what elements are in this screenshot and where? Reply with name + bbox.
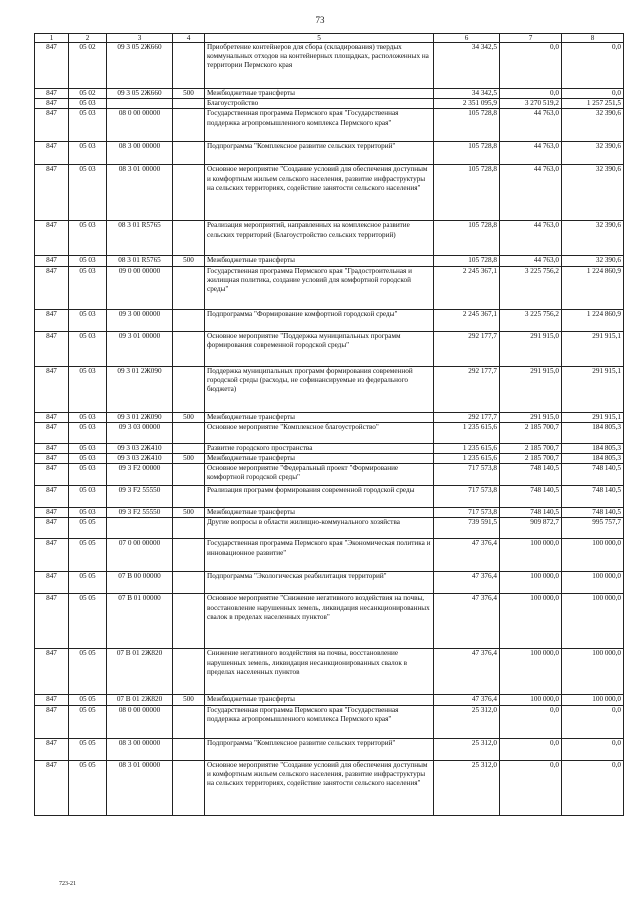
description-cell: Подпрограмма "Комплексное развитие сельских территорий" [205,142,434,165]
description-cell: Государственная программа Пермского края "Государственная поддержка агропромышленного комплекса Пермского края" [205,109,434,142]
section-cell: 05 03 [69,464,107,486]
target-article-cell: 09 3 01 00000 [107,331,173,366]
section-cell: 05 03 [69,256,107,266]
expense-type-cell [173,309,205,331]
section-cell: 05 03 [69,443,107,453]
target-article-cell: 08 3 01 R5765 [107,221,173,256]
description-cell: Межбюджетные трансферты [205,454,434,464]
table-row [35,486,624,508]
section-cell: 05 05 [69,760,107,815]
amount-2021-cell: 292 177,7 [434,366,500,412]
expense-type-cell [173,366,205,412]
amount-2021-cell: 105 728,8 [434,142,500,165]
admin-code-cell: 847 [35,412,69,422]
amount-2022-cell: 3 225 756,2 [500,309,562,331]
amount-2023-cell: 32 390,6 [562,109,624,142]
target-article-cell: 07 В 01 2Ж820 [107,695,173,705]
admin-code-cell: 847 [35,221,69,256]
expense-type-cell: 500 [173,412,205,422]
admin-code-cell: 847 [35,99,69,109]
table-row [35,760,624,815]
target-article-cell: 07 В 01 2Ж820 [107,649,173,695]
amount-2022-cell: 2 185 700,7 [500,443,562,453]
amount-2022-cell: 2 185 700,7 [500,422,562,443]
description-cell: Государственная программа Пермского края "Государственная поддержка агропромышленного комплекса Пермского края" [205,705,434,738]
table-row [35,412,624,422]
amount-2023-cell: 1 224 860,9 [562,309,624,331]
table-row [35,705,624,738]
column-header: 8 [562,34,624,43]
amount-2023-cell: 995 757,7 [562,518,624,539]
section-cell: 05 03 [69,412,107,422]
column-header: 6 [434,34,500,43]
expense-type-cell [173,705,205,738]
amount-2022-cell: 100 000,0 [500,539,562,572]
admin-code-cell: 847 [35,256,69,266]
admin-code-cell: 847 [35,594,69,649]
section-cell: 05 05 [69,539,107,572]
amount-2022-cell: 100 000,0 [500,695,562,705]
description-cell: Благоустройство [205,99,434,109]
amount-2023-cell: 748 140,5 [562,464,624,486]
table-row [35,422,624,443]
amount-2021-cell: 105 728,8 [434,165,500,221]
target-article-cell: 09 3 F2 55550 [107,508,173,518]
amount-2023-cell: 100 000,0 [562,649,624,695]
target-article-cell: 09 3 03 2Ж410 [107,454,173,464]
admin-code-cell: 847 [35,43,69,89]
table-row [35,649,624,695]
amount-2023-cell: 100 000,0 [562,695,624,705]
amount-2023-cell: 100 000,0 [562,594,624,649]
page-number: 73 [315,15,325,25]
expense-type-cell [173,443,205,453]
admin-code-cell: 847 [35,705,69,738]
expense-type-cell [173,486,205,508]
amount-2021-cell: 2 245 367,1 [434,266,500,309]
amount-2022-cell: 44 763,0 [500,142,562,165]
section-cell: 05 05 [69,594,107,649]
table-row [35,366,624,412]
amount-2021-cell: 47 376,4 [434,572,500,594]
expense-type-cell [173,539,205,572]
amount-2022-cell: 0,0 [500,738,562,760]
section-cell: 05 03 [69,109,107,142]
table-row [35,165,624,221]
section-cell: 05 03 [69,266,107,309]
expense-type-cell [173,331,205,366]
table-row [35,331,624,366]
amount-2023-cell: 1 224 860,9 [562,266,624,309]
section-cell: 05 05 [69,738,107,760]
amount-2023-cell: 0,0 [562,43,624,89]
description-cell: Межбюджетные трансферты [205,508,434,518]
table-row [35,109,624,142]
amount-2023-cell: 0,0 [562,738,624,760]
amount-2021-cell: 47 376,4 [434,649,500,695]
amount-2023-cell: 291 915,1 [562,331,624,366]
admin-code-cell: 847 [35,422,69,443]
admin-code-cell: 847 [35,695,69,705]
description-cell: Основное мероприятие "Создание условий для обеспечения доступным и комфортным жильем сельского населения, развитие инфраструктуры на сельских территориях, содействие занятости сельского населения" [205,760,434,815]
expense-type-cell: 500 [173,508,205,518]
section-cell: 05 03 [69,454,107,464]
description-cell: Подпрограмма "Формирование комфортной городской среды" [205,309,434,331]
expense-type-cell [173,594,205,649]
target-article-cell: 09 3 05 2Ж660 [107,43,173,89]
target-article-cell: 09 3 03 00000 [107,422,173,443]
admin-code-cell: 847 [35,165,69,221]
expense-type-cell: 500 [173,89,205,99]
expense-type-cell [173,142,205,165]
section-cell: 05 05 [69,695,107,705]
target-article-cell: 09 0 00 00000 [107,266,173,309]
amount-2021-cell: 717 573,8 [434,464,500,486]
table-row [35,572,624,594]
table-row [35,256,624,266]
amount-2022-cell: 0,0 [500,43,562,89]
amount-2023-cell: 748 140,5 [562,508,624,518]
amount-2021-cell: 1 235 615,6 [434,443,500,453]
footer-code: 723-21 [59,881,76,887]
admin-code-cell: 847 [35,508,69,518]
description-cell: Подпрограмма "Экологическая реабилитация территорий" [205,572,434,594]
amount-2023-cell: 32 390,6 [562,221,624,256]
target-article-cell: 08 3 00 00000 [107,738,173,760]
table-row [35,454,624,464]
amount-2022-cell: 44 763,0 [500,221,562,256]
section-cell: 05 03 [69,309,107,331]
admin-code-cell: 847 [35,649,69,695]
amount-2022-cell: 44 763,0 [500,256,562,266]
table-row [35,594,624,649]
admin-code-cell: 847 [35,309,69,331]
expense-type-cell: 500 [173,256,205,266]
expense-type-cell [173,43,205,89]
column-header: 7 [500,34,562,43]
amount-2021-cell: 105 728,8 [434,221,500,256]
amount-2022-cell: 0,0 [500,760,562,815]
section-cell: 05 03 [69,331,107,366]
description-cell: Государственная программа Пермского края "Градостроительная и жилищная политика, создание условий для комфортной городской среды" [205,266,434,309]
header-row [35,34,624,43]
target-article-cell: 07 0 00 00000 [107,539,173,572]
amount-2022-cell: 100 000,0 [500,594,562,649]
section-cell: 05 03 [69,486,107,508]
admin-code-cell: 847 [35,572,69,594]
amount-2023-cell: 184 805,3 [562,422,624,443]
table-row [35,539,624,572]
admin-code-cell: 847 [35,486,69,508]
amount-2023-cell: 291 915,1 [562,412,624,422]
amount-2021-cell: 292 177,7 [434,412,500,422]
description-cell: Основное мероприятие "Снижение негативного воздействия на почвы, восстановление нарушенных земель, ликвидация несанкционированных свалок в пределах населенных пунктов" [205,594,434,649]
section-cell: 05 03 [69,366,107,412]
description-cell: Основное мероприятие "Создание условий для обеспечения доступным и комфортным жильем сельского населения, развитие инфраструктуры на сельских территориях, содействие занятости сельского населения" [205,165,434,221]
amount-2023-cell: 748 140,5 [562,486,624,508]
expense-type-cell [173,760,205,815]
table-row [35,508,624,518]
section-cell: 05 02 [69,89,107,99]
table-row [35,99,624,109]
description-cell: Основное мероприятие "Поддержка муниципальных программ формирования современной городской среды" [205,331,434,366]
description-cell: Реализация программ формирования современной городской среды [205,486,434,508]
description-cell: Межбюджетные трансферты [205,89,434,99]
expense-type-cell: 500 [173,454,205,464]
amount-2022-cell: 291 915,0 [500,366,562,412]
table-body [35,43,624,816]
amount-2022-cell: 748 140,5 [500,486,562,508]
expense-type-cell [173,518,205,539]
amount-2022-cell: 909 872,7 [500,518,562,539]
amount-2022-cell: 3 270 519,2 [500,99,562,109]
section-cell: 05 03 [69,99,107,109]
description-cell: Другие вопросы в области жилищно-коммунального хозяйства [205,518,434,539]
target-article-cell: 09 3 05 2Ж660 [107,89,173,99]
amount-2022-cell: 44 763,0 [500,165,562,221]
amount-2021-cell: 47 376,4 [434,695,500,705]
admin-code-cell: 847 [35,142,69,165]
expense-type-cell [173,572,205,594]
table-row [35,695,624,705]
expense-type-cell [173,165,205,221]
expense-type-cell [173,109,205,142]
table-row [35,266,624,309]
amount-2021-cell: 2 351 095,9 [434,99,500,109]
table-row [35,464,624,486]
column-header: 5 [205,34,434,43]
expense-type-cell: 500 [173,695,205,705]
target-article-cell: 08 3 01 00000 [107,165,173,221]
amount-2021-cell: 47 376,4 [434,594,500,649]
section-cell: 05 03 [69,221,107,256]
table-row [35,142,624,165]
section-cell: 05 03 [69,165,107,221]
target-article-cell: 09 3 03 2Ж410 [107,443,173,453]
amount-2023-cell: 0,0 [562,760,624,815]
budget-table [34,33,624,816]
expense-type-cell [173,738,205,760]
table-row [35,518,624,539]
description-cell: Развитие городского пространства [205,443,434,453]
target-article-cell: 08 0 00 00000 [107,109,173,142]
target-article-cell [107,99,173,109]
admin-code-cell: 847 [35,760,69,815]
amount-2021-cell: 717 573,8 [434,508,500,518]
amount-2021-cell: 25 312,0 [434,738,500,760]
column-header: 2 [69,34,107,43]
table-row [35,221,624,256]
target-article-cell: 08 3 00 00000 [107,142,173,165]
description-cell: Основное мероприятие "Комплексное благоустройство" [205,422,434,443]
target-article-cell: 08 0 00 00000 [107,705,173,738]
expense-type-cell [173,464,205,486]
description-cell: Подпрограмма "Комплексное развитие сельских территорий" [205,738,434,760]
description-cell: Снижение негативного воздействия на почвы, восстановление нарушенных земель, ликвидация несанкционированных свалок в пределах населенных пунктов [205,649,434,695]
table-row [35,309,624,331]
amount-2023-cell: 100 000,0 [562,539,624,572]
admin-code-cell: 847 [35,518,69,539]
column-header: 1 [35,34,69,43]
description-cell: Межбюджетные трансферты [205,412,434,422]
admin-code-cell: 847 [35,331,69,366]
amount-2022-cell: 3 225 756,2 [500,266,562,309]
amount-2021-cell: 1 235 615,6 [434,422,500,443]
target-article-cell: 09 3 00 00000 [107,309,173,331]
section-cell: 05 05 [69,705,107,738]
amount-2023-cell: 100 000,0 [562,572,624,594]
amount-2021-cell: 717 573,8 [434,486,500,508]
amount-2022-cell: 100 000,0 [500,572,562,594]
section-cell: 05 02 [69,43,107,89]
amount-2021-cell: 105 728,8 [434,256,500,266]
amount-2023-cell: 0,0 [562,89,624,99]
amount-2023-cell: 184 805,3 [562,443,624,453]
amount-2023-cell: 1 257 251,5 [562,99,624,109]
amount-2022-cell: 100 000,0 [500,649,562,695]
admin-code-cell: 847 [35,454,69,464]
admin-code-cell: 847 [35,738,69,760]
amount-2022-cell: 2 185 700,7 [500,454,562,464]
column-header: 3 [107,34,173,43]
amount-2023-cell: 184 805,3 [562,454,624,464]
section-cell: 05 03 [69,508,107,518]
table-row [35,89,624,99]
amount-2021-cell: 25 312,0 [434,760,500,815]
amount-2021-cell: 739 591,5 [434,518,500,539]
target-article-cell: 09 3 F2 55550 [107,486,173,508]
amount-2022-cell: 0,0 [500,89,562,99]
target-article-cell: 09 3 01 2Ж090 [107,412,173,422]
target-article-cell: 08 3 01 00000 [107,760,173,815]
amount-2021-cell: 25 312,0 [434,705,500,738]
admin-code-cell: 847 [35,366,69,412]
description-cell: Государственная программа Пермского края "Экономическая политика и инновационное развитие" [205,539,434,572]
description-cell: Основное мероприятие "Федеральный проект "Формирование комфортной городской среды" [205,464,434,486]
amount-2022-cell: 291 915,0 [500,331,562,366]
section-cell: 05 05 [69,518,107,539]
table-row [35,43,624,89]
amount-2022-cell: 748 140,5 [500,464,562,486]
admin-code-cell: 847 [35,266,69,309]
description-cell: Реализация мероприятий, направленных на комплексное развитие сельских территорий (Благоустройство сельских территорий) [205,221,434,256]
target-article-cell: 07 В 00 00000 [107,572,173,594]
admin-code-cell: 847 [35,539,69,572]
amount-2021-cell: 105 728,8 [434,109,500,142]
target-article-cell: 08 3 01 R5765 [107,256,173,266]
section-cell: 05 05 [69,572,107,594]
section-cell: 05 03 [69,422,107,443]
admin-code-cell: 847 [35,443,69,453]
amount-2021-cell: 1 235 615,6 [434,454,500,464]
amount-2022-cell: 44 763,0 [500,109,562,142]
target-article-cell [107,518,173,539]
expense-type-cell [173,99,205,109]
amount-2023-cell: 291 915,1 [562,366,624,412]
target-article-cell: 09 3 01 2Ж090 [107,366,173,412]
expense-type-cell [173,422,205,443]
amount-2021-cell: 292 177,7 [434,331,500,366]
amount-2021-cell: 34 342,5 [434,89,500,99]
admin-code-cell: 847 [35,109,69,142]
amount-2021-cell: 47 376,4 [434,539,500,572]
description-cell: Поддержка муниципальных программ формирования современной городской среды (расходы, не софинансируемые из федерального бюджета) [205,366,434,412]
amount-2022-cell: 748 140,5 [500,508,562,518]
target-article-cell: 09 3 F2 00000 [107,464,173,486]
amount-2023-cell: 0,0 [562,705,624,738]
description-cell: Приобретение контейнеров для сбора (складирования) твердых коммунальных отходов на контейнерных площадках, расположенных на территории Пермского края [205,43,434,89]
amount-2023-cell: 32 390,6 [562,142,624,165]
section-cell: 05 03 [69,142,107,165]
expense-type-cell [173,221,205,256]
column-header: 4 [173,34,205,43]
expense-type-cell [173,266,205,309]
target-article-cell: 07 В 01 00000 [107,594,173,649]
expense-type-cell [173,649,205,695]
admin-code-cell: 847 [35,464,69,486]
amount-2021-cell: 2 245 367,1 [434,309,500,331]
table-row [35,738,624,760]
table-row [35,443,624,453]
amount-2022-cell: 0,0 [500,705,562,738]
description-cell: Межбюджетные трансферты [205,695,434,705]
amount-2023-cell: 32 390,6 [562,165,624,221]
description-cell: Межбюджетные трансферты [205,256,434,266]
amount-2022-cell: 291 915,0 [500,412,562,422]
amount-2023-cell: 32 390,6 [562,256,624,266]
section-cell: 05 05 [69,649,107,695]
admin-code-cell: 847 [35,89,69,99]
amount-2021-cell: 34 342,5 [434,43,500,89]
